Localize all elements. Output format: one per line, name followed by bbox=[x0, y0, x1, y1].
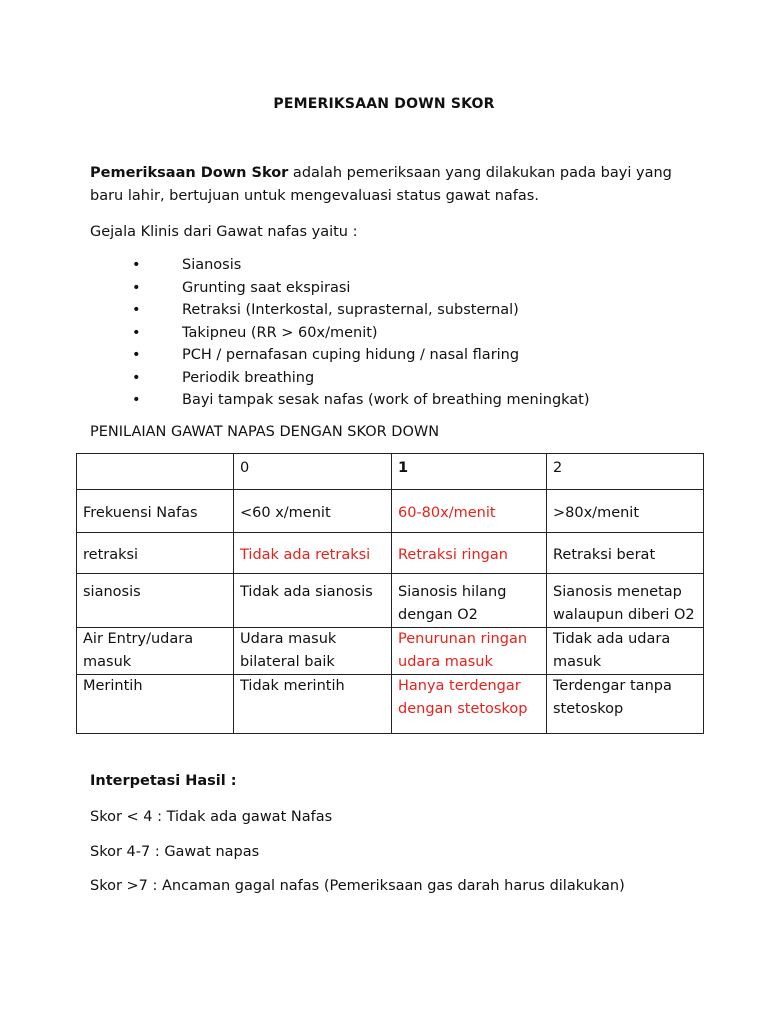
symptom-item bbox=[0, 344, 590, 367]
header-cell: 1 bbox=[392, 454, 547, 490]
symptom-item bbox=[0, 277, 590, 300]
intro-term: Pemeriksaan Down Skor bbox=[90, 165, 289, 181]
criteria-cell: Air Entry/udara masuk bbox=[77, 628, 234, 675]
score-cell: <60 x/menit bbox=[234, 490, 392, 533]
score-cell: Penurunan ringan udara masuk bbox=[392, 628, 547, 675]
score-cell: Hanya terdengar dengan stetoskop bbox=[392, 675, 547, 734]
score-cell: Sianosis menetap walaupun diberi O2 bbox=[547, 574, 704, 628]
table-heading: PENILAIAN GAWAT NAPAS DENGAN SKOR DOWN bbox=[90, 424, 440, 440]
table-row bbox=[77, 574, 704, 628]
score-cell: Retraksi ringan bbox=[392, 533, 547, 574]
criteria-cell: sianosis bbox=[77, 574, 234, 628]
table-row bbox=[77, 490, 704, 533]
bullet-icon: • bbox=[132, 302, 141, 318]
interpretation-line: Skor >7 : Ancaman gagal nafas (Pemeriksaan gas darah harus dilakukan) bbox=[90, 878, 625, 894]
symptom-text: Bayi tampak sesak nafas (work of breathing meningkat) bbox=[182, 392, 590, 408]
bullet-icon: • bbox=[132, 257, 141, 273]
table-row bbox=[77, 628, 704, 675]
table-row bbox=[77, 533, 704, 574]
symptom-text: Retraksi (Interkostal, suprasternal, substernal) bbox=[182, 302, 519, 318]
score-cell: Udara masuk bilateral baik bbox=[234, 628, 392, 675]
symptom-item bbox=[0, 299, 590, 322]
intro-text: adalah pemeriksaan yang dilakukan pada bayi yang baru lahir, bertujuan untuk mengevaluasi status gawat nafas. bbox=[90, 165, 672, 204]
symptoms-list bbox=[0, 254, 590, 412]
bullet-icon: • bbox=[132, 369, 141, 386]
interpretation-line: Skor < 4 : Tidak ada gawat Nafas bbox=[90, 809, 333, 825]
symptom-item bbox=[0, 322, 590, 345]
interpretation-line: Skor 4-7 : Gawat napas bbox=[90, 844, 260, 860]
page-title: PEMERIKSAAN DOWN SKOR bbox=[273, 96, 495, 112]
score-cell: 60-80x/menit bbox=[392, 490, 547, 533]
score-cell: Tidak ada retraksi bbox=[234, 533, 392, 574]
score-cell: >80x/menit bbox=[547, 490, 704, 533]
table-header-row bbox=[77, 454, 704, 490]
header-cell: 2 bbox=[547, 454, 704, 490]
symptom-text: Sianosis bbox=[182, 257, 242, 273]
down-score-table bbox=[76, 453, 704, 734]
score-cell: Retraksi berat bbox=[547, 533, 704, 574]
bullet-icon: • bbox=[132, 279, 141, 296]
score-cell: Tidak ada sianosis bbox=[234, 574, 392, 628]
criteria-cell: Merintih bbox=[77, 675, 234, 734]
score-cell: Sianosis hilang dengan O2 bbox=[392, 574, 547, 628]
symptom-item bbox=[0, 254, 590, 277]
score-cell: Tidak ada udara masuk bbox=[547, 628, 704, 675]
symptom-item bbox=[0, 389, 590, 412]
bullet-icon: • bbox=[132, 324, 141, 341]
symptoms-heading: Gejala Klinis dari Gawat nafas yaitu : bbox=[90, 224, 358, 240]
symptom-text: Grunting saat ekspirasi bbox=[182, 279, 351, 296]
header-cell: 0 bbox=[234, 454, 392, 490]
symptom-item bbox=[0, 367, 590, 390]
symptom-text: Takipneu (RR > 60x/menit) bbox=[182, 324, 378, 341]
score-cell: Tidak merintih bbox=[234, 675, 392, 734]
score-cell: Terdengar tanpa stetoskop bbox=[547, 675, 704, 734]
criteria-cell: Frekuensi Nafas bbox=[77, 490, 234, 533]
table-row bbox=[77, 675, 704, 734]
bullet-icon: • bbox=[132, 347, 141, 363]
intro-paragraph bbox=[90, 162, 690, 208]
symptom-text: PCH / pernafasan cuping hidung / nasal flaring bbox=[182, 347, 520, 363]
bullet-icon: • bbox=[132, 392, 141, 408]
header-cell bbox=[77, 454, 234, 490]
symptom-text: Periodik breathing bbox=[182, 369, 315, 386]
interpretation-heading: Interpetasi Hasil : bbox=[90, 773, 237, 789]
criteria-cell: retraksi bbox=[77, 533, 234, 574]
